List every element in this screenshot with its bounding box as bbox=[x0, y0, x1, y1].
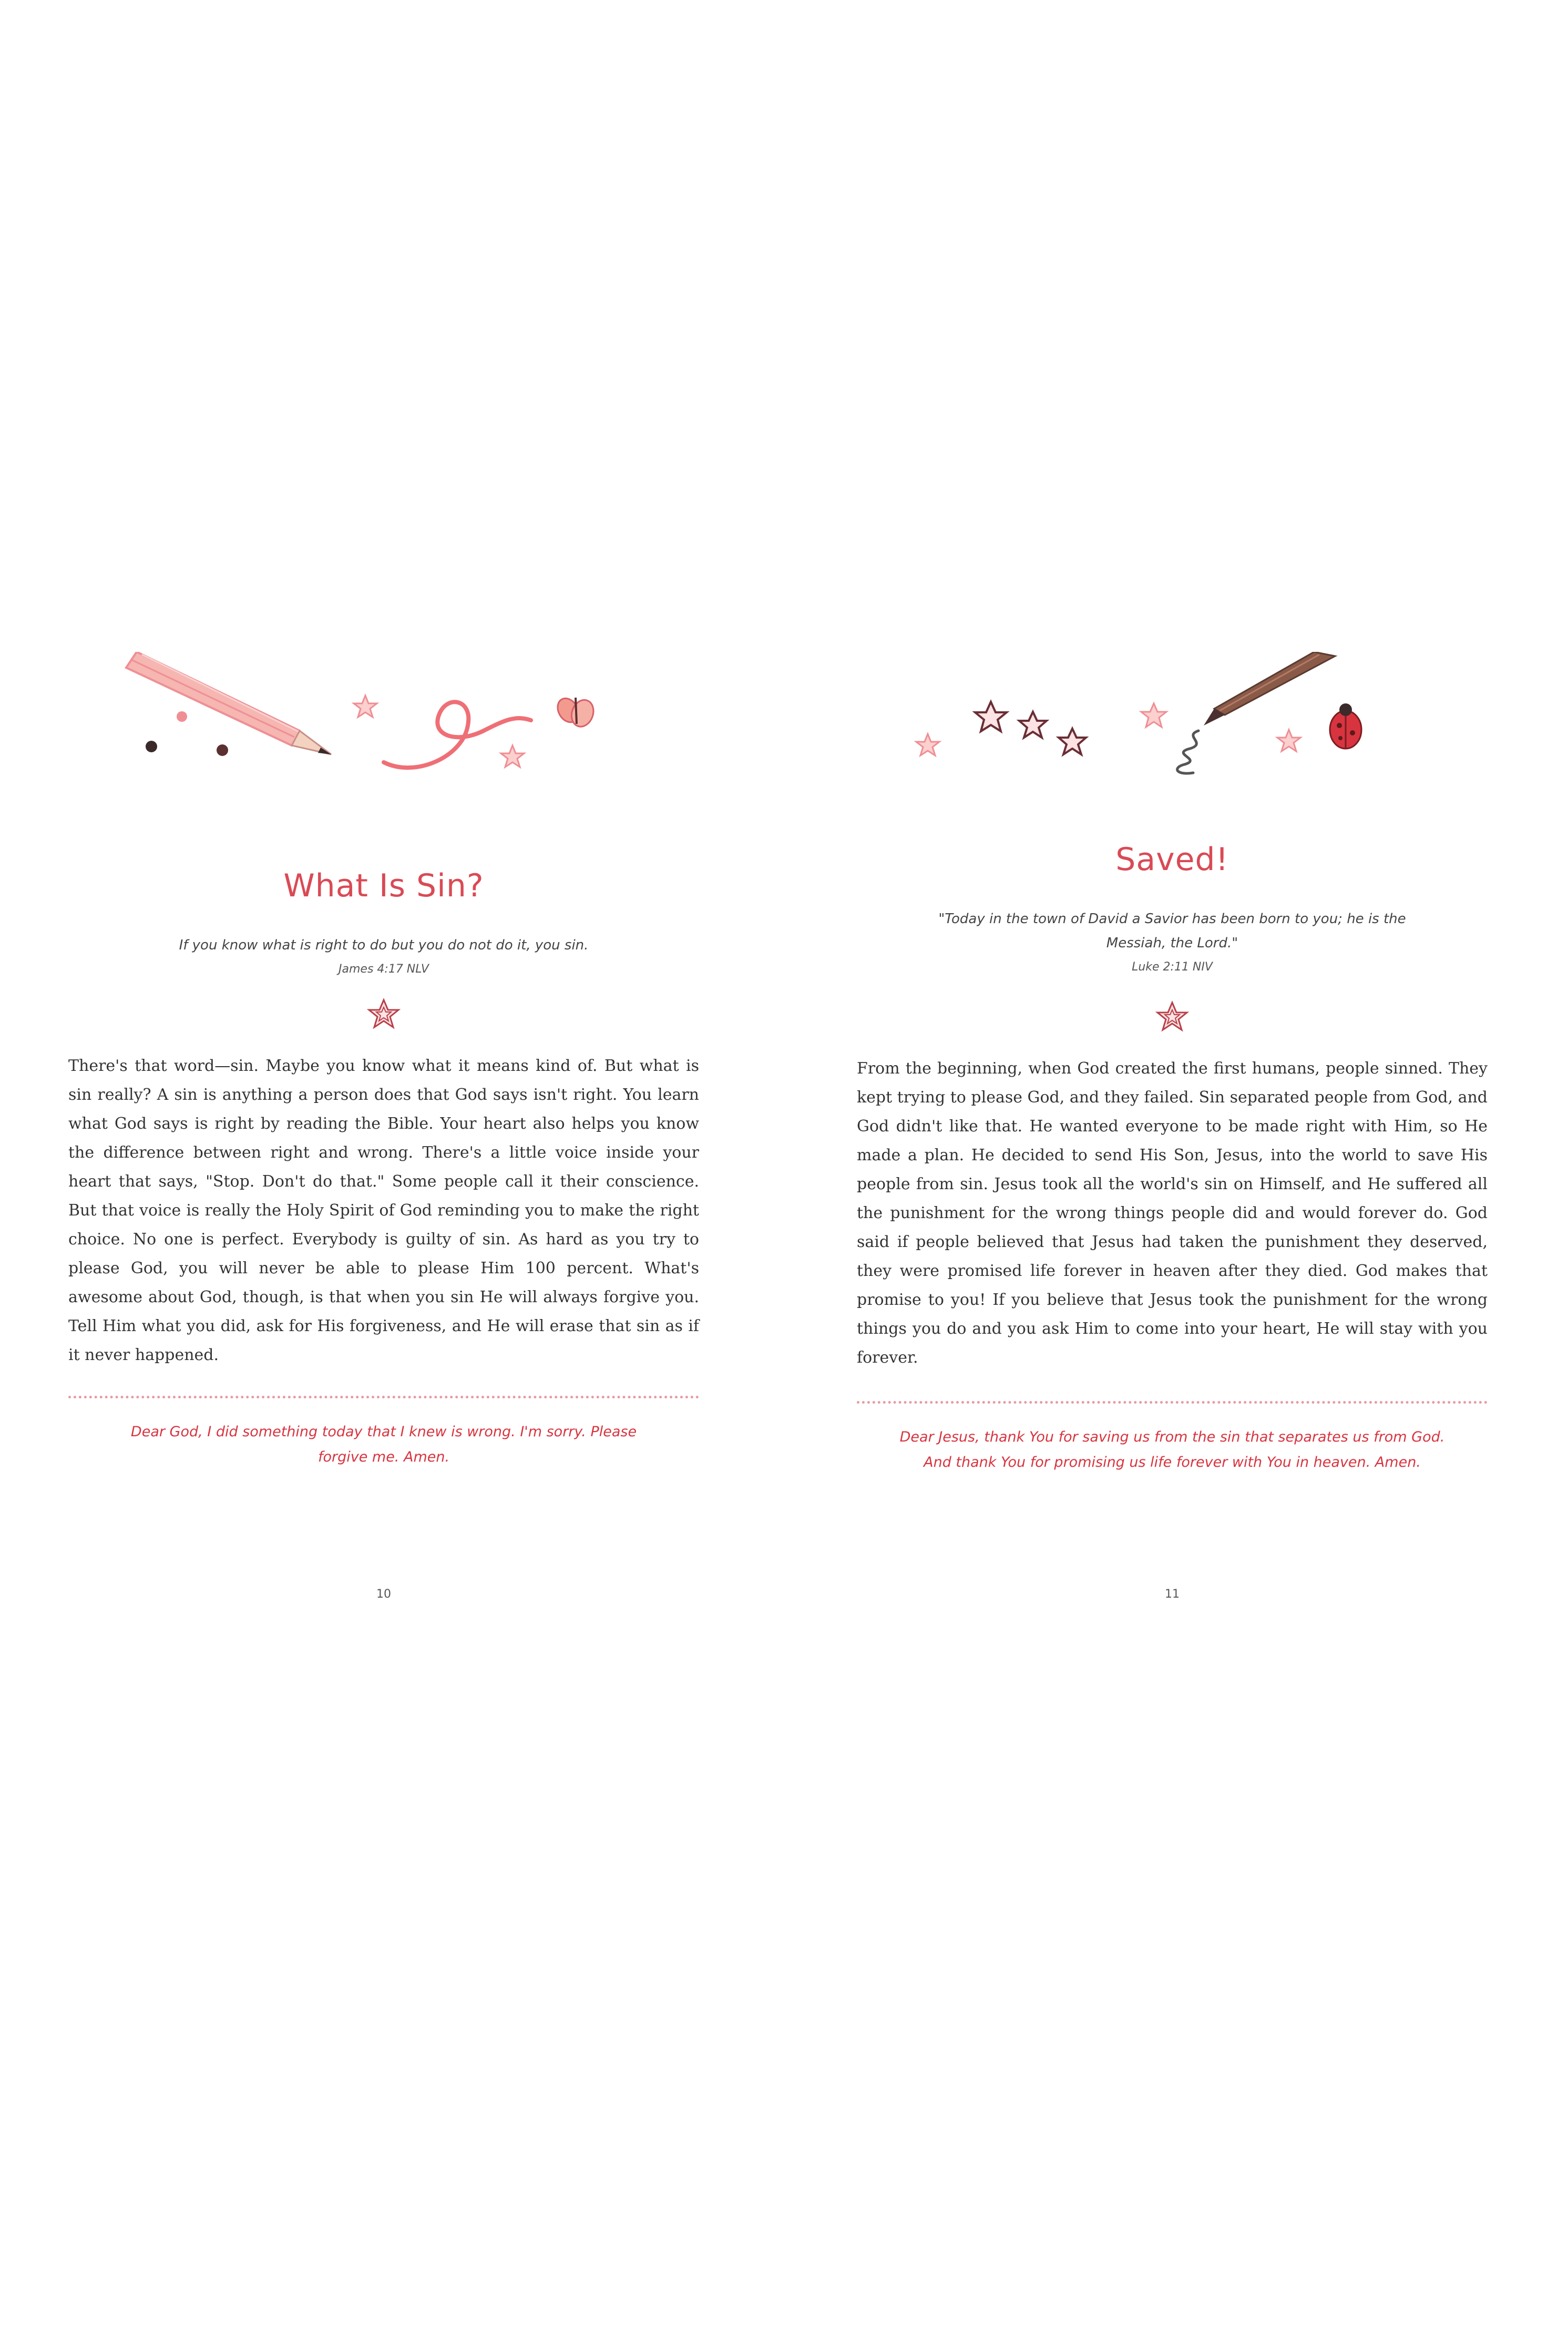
star-icon bbox=[916, 734, 939, 755]
dot-icon bbox=[177, 711, 187, 722]
star-icon bbox=[354, 696, 377, 717]
page-title: What Is Sin? bbox=[283, 867, 484, 904]
prayer-text: Dear Jesus, thank You for saving us from the sin that separates us from God. And thank You for promising us life forever with You in heaven. Amen. bbox=[899, 1429, 1445, 1470]
right-page bbox=[857, 652, 1488, 1651]
star-icon bbox=[1019, 712, 1047, 738]
body-paragraph: There's that word—sin. Maybe you know what it means kind of. But what is sin really? A sin is anything a person does that God says isn't right. You learn what God says is right by reading the Bible. Your heart also helps you know the difference between right and wrong. There's a little voice inside your heart that says, "Stop. Don't do that." Some people call it their conscience. But that voice is really the Holy Spirit of God reminding you to make the right choice. No one is perfect. Everybody is guilty of sin. As hard as you try to please God, you will never be able to please Him 100 percent. What's awesome about God, though, is that when you sin He will always forgive you. Tell Him what you did, ask for His forgiveness, and He will erase that sin as if it never happened. bbox=[68, 1057, 699, 1364]
dotted-divider bbox=[68, 1396, 699, 1398]
star-icon bbox=[1059, 729, 1086, 754]
body-paragraph: From the beginning, when God created the first humans, people sinned. They kept trying to please God, and they failed. Sin separated people from God, and God didn't like that. He wanted everyone to be made right with Him, so He made a plan. He decided to send His Son, Jesus, into the world to save His people from sin. Jesus took all the world's sin on Himself, and He suffered all the punishment for the wrong things people did and would forever do. God said if people believed that Jesus had taken the punishment they deserved, they were promised life forever in heaven after they died. God makes that promise to you! If you believe that Jesus took the punishment for the wrong things you do and you ask Him to come into your heart, He will stay with you forever. bbox=[857, 1059, 1488, 1367]
verse-reference: Luke 2:11 NIV bbox=[1132, 960, 1213, 974]
star-icon bbox=[975, 702, 1007, 731]
verse-text: "Today in the town of David a Savior has been born to you; he is the Messiah, the Lord." bbox=[938, 911, 1406, 951]
scribble-icon bbox=[1177, 731, 1198, 773]
scripture-verse bbox=[121, 933, 647, 982]
verse-text: If you know what is right to do but you do not do it, you sin. bbox=[179, 937, 589, 953]
ladybug-icon bbox=[1330, 703, 1361, 749]
page-number: 10 bbox=[376, 1588, 391, 1601]
star-icon bbox=[1154, 999, 1191, 1036]
page-number: 11 bbox=[1165, 1588, 1180, 1601]
right-page-illustration bbox=[857, 652, 1488, 825]
left-page bbox=[68, 652, 699, 1651]
star-icon bbox=[1277, 730, 1300, 751]
verse-reference: James 4:17 NLV bbox=[339, 963, 429, 976]
marker-icon bbox=[1204, 652, 1335, 725]
dot-icon bbox=[146, 741, 157, 752]
prayer-text: Dear God, I did something today that I knew is wrong. I'm sorry. Please forgive me. Amen. bbox=[130, 1424, 637, 1465]
dotted-divider bbox=[857, 1401, 1488, 1404]
butterfly-icon bbox=[554, 694, 597, 730]
star-icon bbox=[1141, 703, 1166, 727]
page-title: Saved! bbox=[1115, 841, 1229, 878]
dot-icon bbox=[217, 744, 228, 756]
star-icon bbox=[501, 745, 524, 767]
pencil-icon bbox=[126, 652, 331, 754]
star-icon bbox=[365, 996, 402, 1033]
scripture-verse bbox=[909, 907, 1435, 979]
left-page-illustration bbox=[68, 652, 699, 825]
